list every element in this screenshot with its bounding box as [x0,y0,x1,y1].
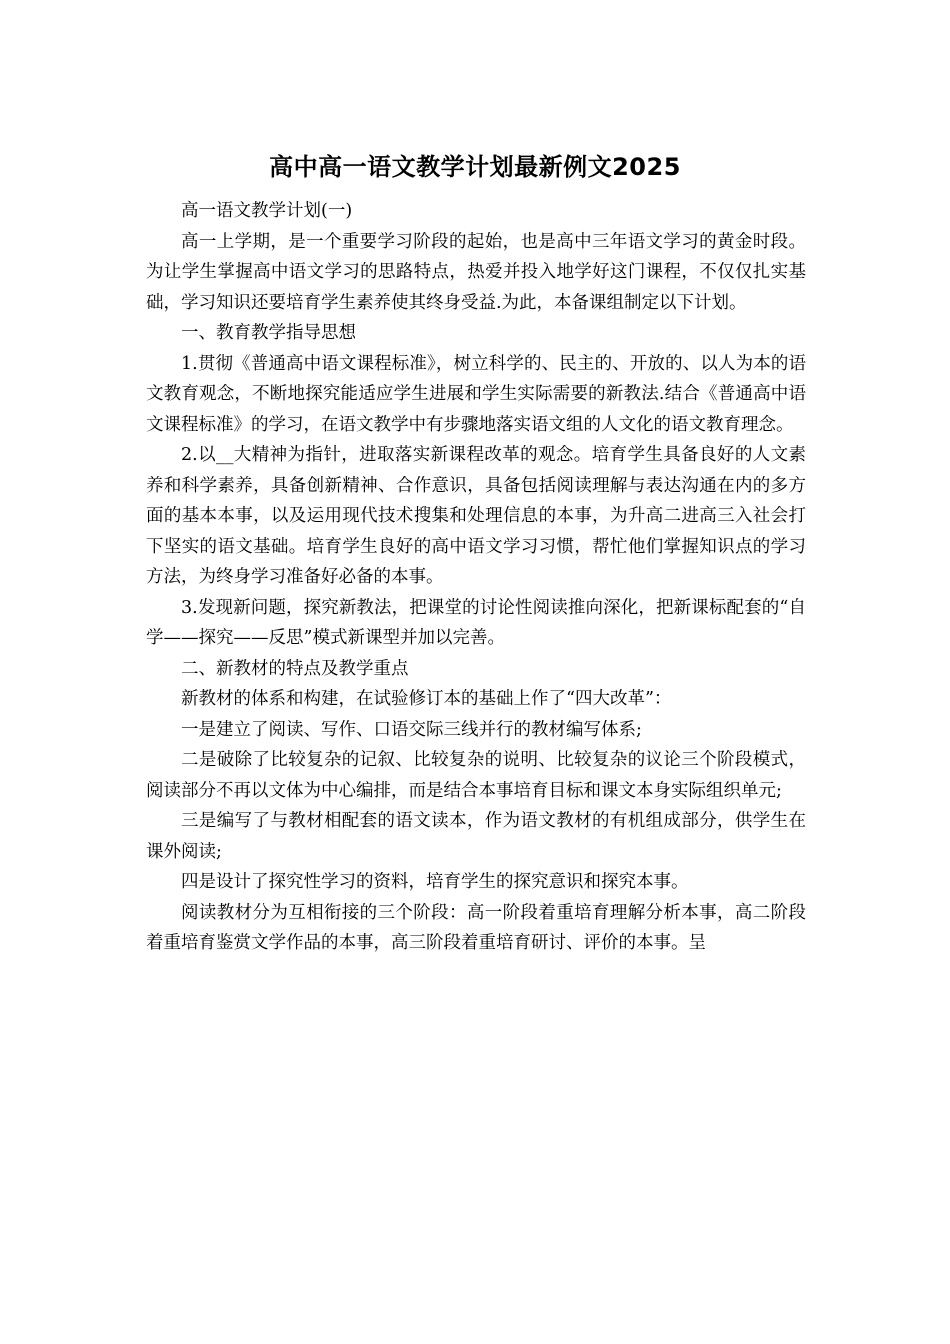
paragraph-item-3: 3.发现新问题，探究新教法，把课堂的讨论性阅读推向深化，把新课标配套的“自学——探究——反思”模式新课型并加以完善。 [146,597,806,648]
paragraph-reading-stages: 阅读教材分为互相衔接的三个阶段：高一阶段着重培育理解分析本事，高二阶段着重培育鉴赏文学作品的本事，高三阶段着重培育研讨、评价的本事。呈 [146,902,806,953]
paragraph-item-2: 2.以__大精神为指针，进取落实新课程改革的观念。培育学生具备良好的人文素养和科学素养，具备创新精神、合作意识，具备包括阅读理解与表达沟通在内的多方面的基本本事，以及运用现代技术搜集和处理信息的本事，为升高二进高三入社会打下坚实的语文基础。培育学生良好的高中语文学习习惯，帮忙他们掌握知识点的学习方法，为终身学习准备好必备的本事。 [146,445,806,587]
paragraph-four-reforms: 新教材的体系和构建，在试验修订本的基础上作了“四大改革”： [181,689,672,709]
paragraph-reform-1: 一是建立了阅读、写作、口语交际三线并行的教材编写体系; [181,719,642,740]
paragraph-reform-4: 四是设计了探究性学习的资料，培育学生的探究意识和探究本事。 [181,872,689,892]
paragraph-reform-3: 三是编写了与教材相配套的语文读本，作为语文教材的有机组成部分，供学生在课外阅读; [146,811,806,862]
paragraph-reform-2: 二是破除了比较复杂的记叙、比较复杂的说明、比较复杂的议论三个阶段模式，阅读部分不再以文体为中心编排，而是结合本事培育目标和课文本身实际组织单元; [146,750,806,801]
paragraph-intro: 高一上学期，是一个重要学习阶段的起始，也是高中三年语文学习的黄金时段。为让学生掌握高中语文学习的思路特点，热爱并投入地学好这门课程，不仅仅扎实基础，学习知识还要培育学生素养使其终身受益.为此，本备课组制定以下计划。 [146,231,806,313]
paragraph-item-1: 1.贯彻《普通高中语文课程标准》，树立科学的、民主的、开放的、以人为本的语文教育观念，不断地探究能适应学生进展和学生实际需要的新教法.结合《普通高中语文课程标准》的学习，在语文教学中有步骤地落实语文组的人文化的语文教育理念。 [146,353,806,435]
section-heading-plan-1: 高一语文教学计划(一) [181,201,353,221]
document-body [146,196,806,959]
section-heading-textbook-features: 二、新教材的特点及教学重点 [181,658,409,679]
document-title: 高中高一语文教学计划最新例文2025 [269,153,681,181]
section-heading-guiding-thought: 一、教育教学指导思想 [181,323,356,343]
